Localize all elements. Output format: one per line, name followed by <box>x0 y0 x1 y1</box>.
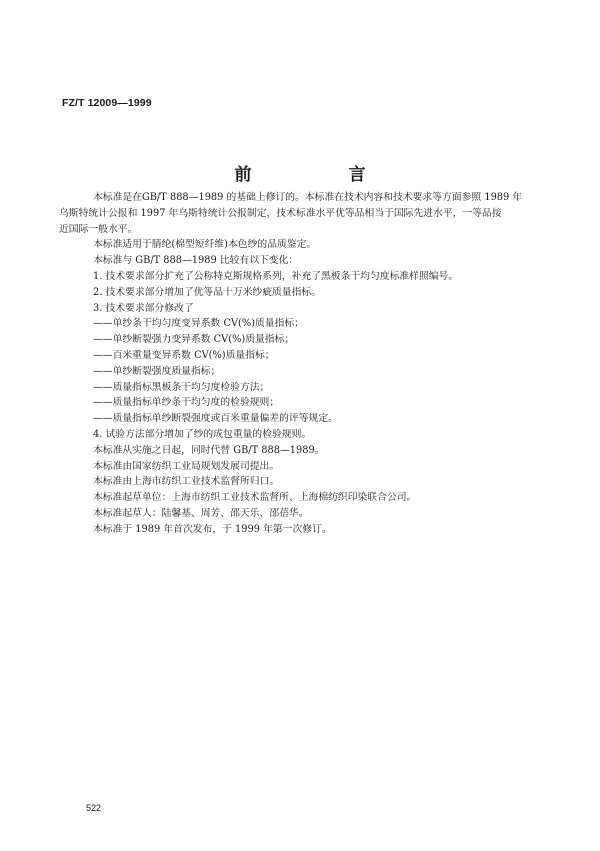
sub-list-item: ——质量指标单纱断裂强度或百米重量偏差的评等规定。 <box>93 413 338 425</box>
paragraph-line: 近国际一般水平。 <box>59 223 138 235</box>
list-item: 4. 试验方法部分增加了纱的成包重量的检验规则。 <box>93 428 312 440</box>
list-item: 2. 技术要求部分增加了优等品十万米纱疵质量指标。 <box>93 286 321 298</box>
paragraph-line: 本标准与 GB/T 888—1989 比较有以下变化： <box>93 255 299 267</box>
document-body <box>59 190 558 538</box>
paragraph-line: 本标准由国家纺织工业局规划发展司提出。 <box>93 460 280 472</box>
paragraph-line: 乌斯特统计公报和 1997 年乌斯特统计公报制定，技术标准水平优等品相当于国际先进水平，一等品接 <box>59 207 502 219</box>
list-item: 3. 技术要求部分修改了 <box>93 302 194 314</box>
sub-list-item: ——质量指标黑板条干均匀度检验方法； <box>93 381 270 393</box>
paragraph-line: 本标准从实施之日起，同时代替 GB/T 888—1989。 <box>93 444 325 456</box>
standard-code: FZ/T 12009—1999 <box>62 97 152 109</box>
paragraph-line: 本标准起草单位：上海市纺织工业技术监督所、上海棉纺织印染联合公司。 <box>93 492 417 504</box>
sub-list-item: ——百米重量变异系数 CV(%)质量指标； <box>93 349 275 361</box>
sub-list-item: ——质量指标单纱条干均匀度的检验规则； <box>93 397 280 409</box>
paragraph-line: 本标准于 1989 年首次发布，于 1999 年第一次修订。 <box>93 523 332 535</box>
list-item: 1. 技术要求部分扩充了公称特克斯规格系列，补充了黑板条干均匀度标准样照编号。 <box>93 270 459 282</box>
paragraph-line: 本标准起草人：陆馨基、周芳、邵天乐、邵蓓华。 <box>93 507 309 519</box>
sub-list-item: ——单纱断裂强度质量指标； <box>93 365 221 377</box>
paragraph-line: 本标准适用于腈纶(棉型短纤维)本色纱的品质鉴定。 <box>93 239 317 251</box>
paragraph-line: 本标准由上海市纺织工业技术监督所归口。 <box>93 476 280 488</box>
page-title: 前 言 <box>234 165 406 185</box>
page-number: 522 <box>86 803 102 813</box>
sub-list-item: ——单纱断裂强力变异系数 CV(%)质量指标； <box>93 334 295 346</box>
paragraph-line: 本标准是在GB/T 888—1989 的基础上修订的。本标准在技术内容和技术要求等方面参照 1989 年 <box>93 192 523 203</box>
sub-list-item: ——单纱条干均匀度变异系数 CV(%)质量指标； <box>93 318 304 330</box>
